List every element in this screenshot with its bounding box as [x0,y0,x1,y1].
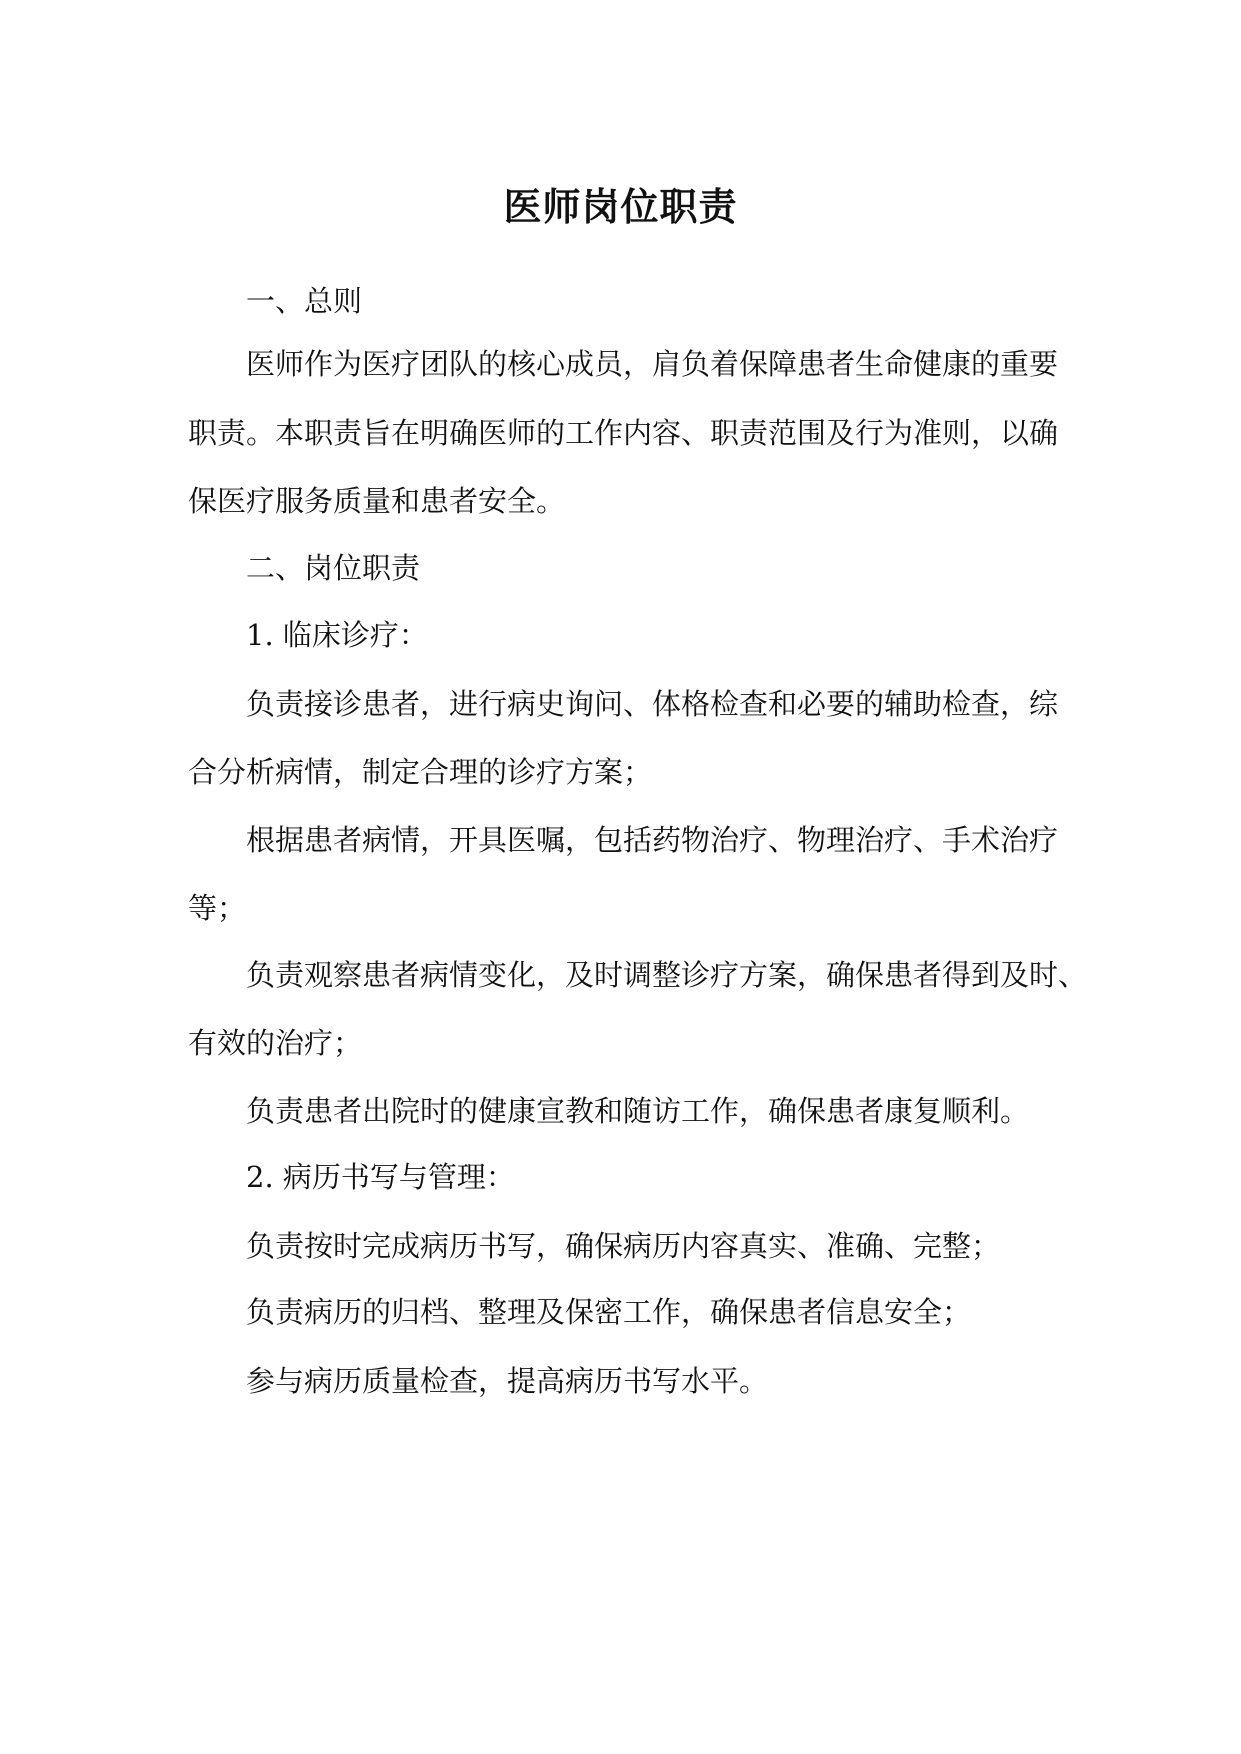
paragraph-line: 等； [188,891,247,925]
paragraph-line: 负责按时完成病历书写，确保病历内容真实、准确、完整； [246,1229,1001,1263]
paragraph-line: 负责接诊患者，进行病史询问、体格检查和必要的辅助检查，综 [246,687,1059,721]
paragraph-line: 医师作为医疗团队的核心成员，肩负着保障患者生命健康的重要 [246,347,1059,381]
paragraph-line: 有效的治疗； [188,1026,363,1060]
paragraph-line: 合分析病情，制定合理的诊疗方案； [188,755,653,789]
paragraph-line: 负责病历的归档、整理及保密工作，确保患者信息安全； [246,1295,972,1329]
subsection-heading-records: 2. 病历书写与管理： [246,1160,515,1194]
paragraph-line: 负责患者出院时的健康宣教和随访工作，确保患者康复顺利。 [246,1094,1030,1128]
subsection-heading-clinical: 1. 临床诊疗： [246,618,428,652]
section-heading-general: 一、总则 [246,284,363,318]
paragraph-line: 参与病历质量检查，提高病历书写水平。 [246,1364,769,1398]
paragraph-line: 根据患者病情，开具医嘱，包括药物治疗、物理治疗、手术治疗 [246,823,1059,857]
document-title: 医师岗位职责 [503,184,738,229]
paragraph-line: 负责观察患者病情变化，及时调整诊疗方案，确保患者得到及时、 [246,958,1088,992]
paragraph-line: 保医疗服务质量和患者安全。 [188,484,566,518]
paragraph-line: 职责。本职责旨在明确医师的工作内容、职责范围及行为准则，以确 [188,416,1059,450]
section-heading-duties: 二、岗位职责 [246,551,421,585]
